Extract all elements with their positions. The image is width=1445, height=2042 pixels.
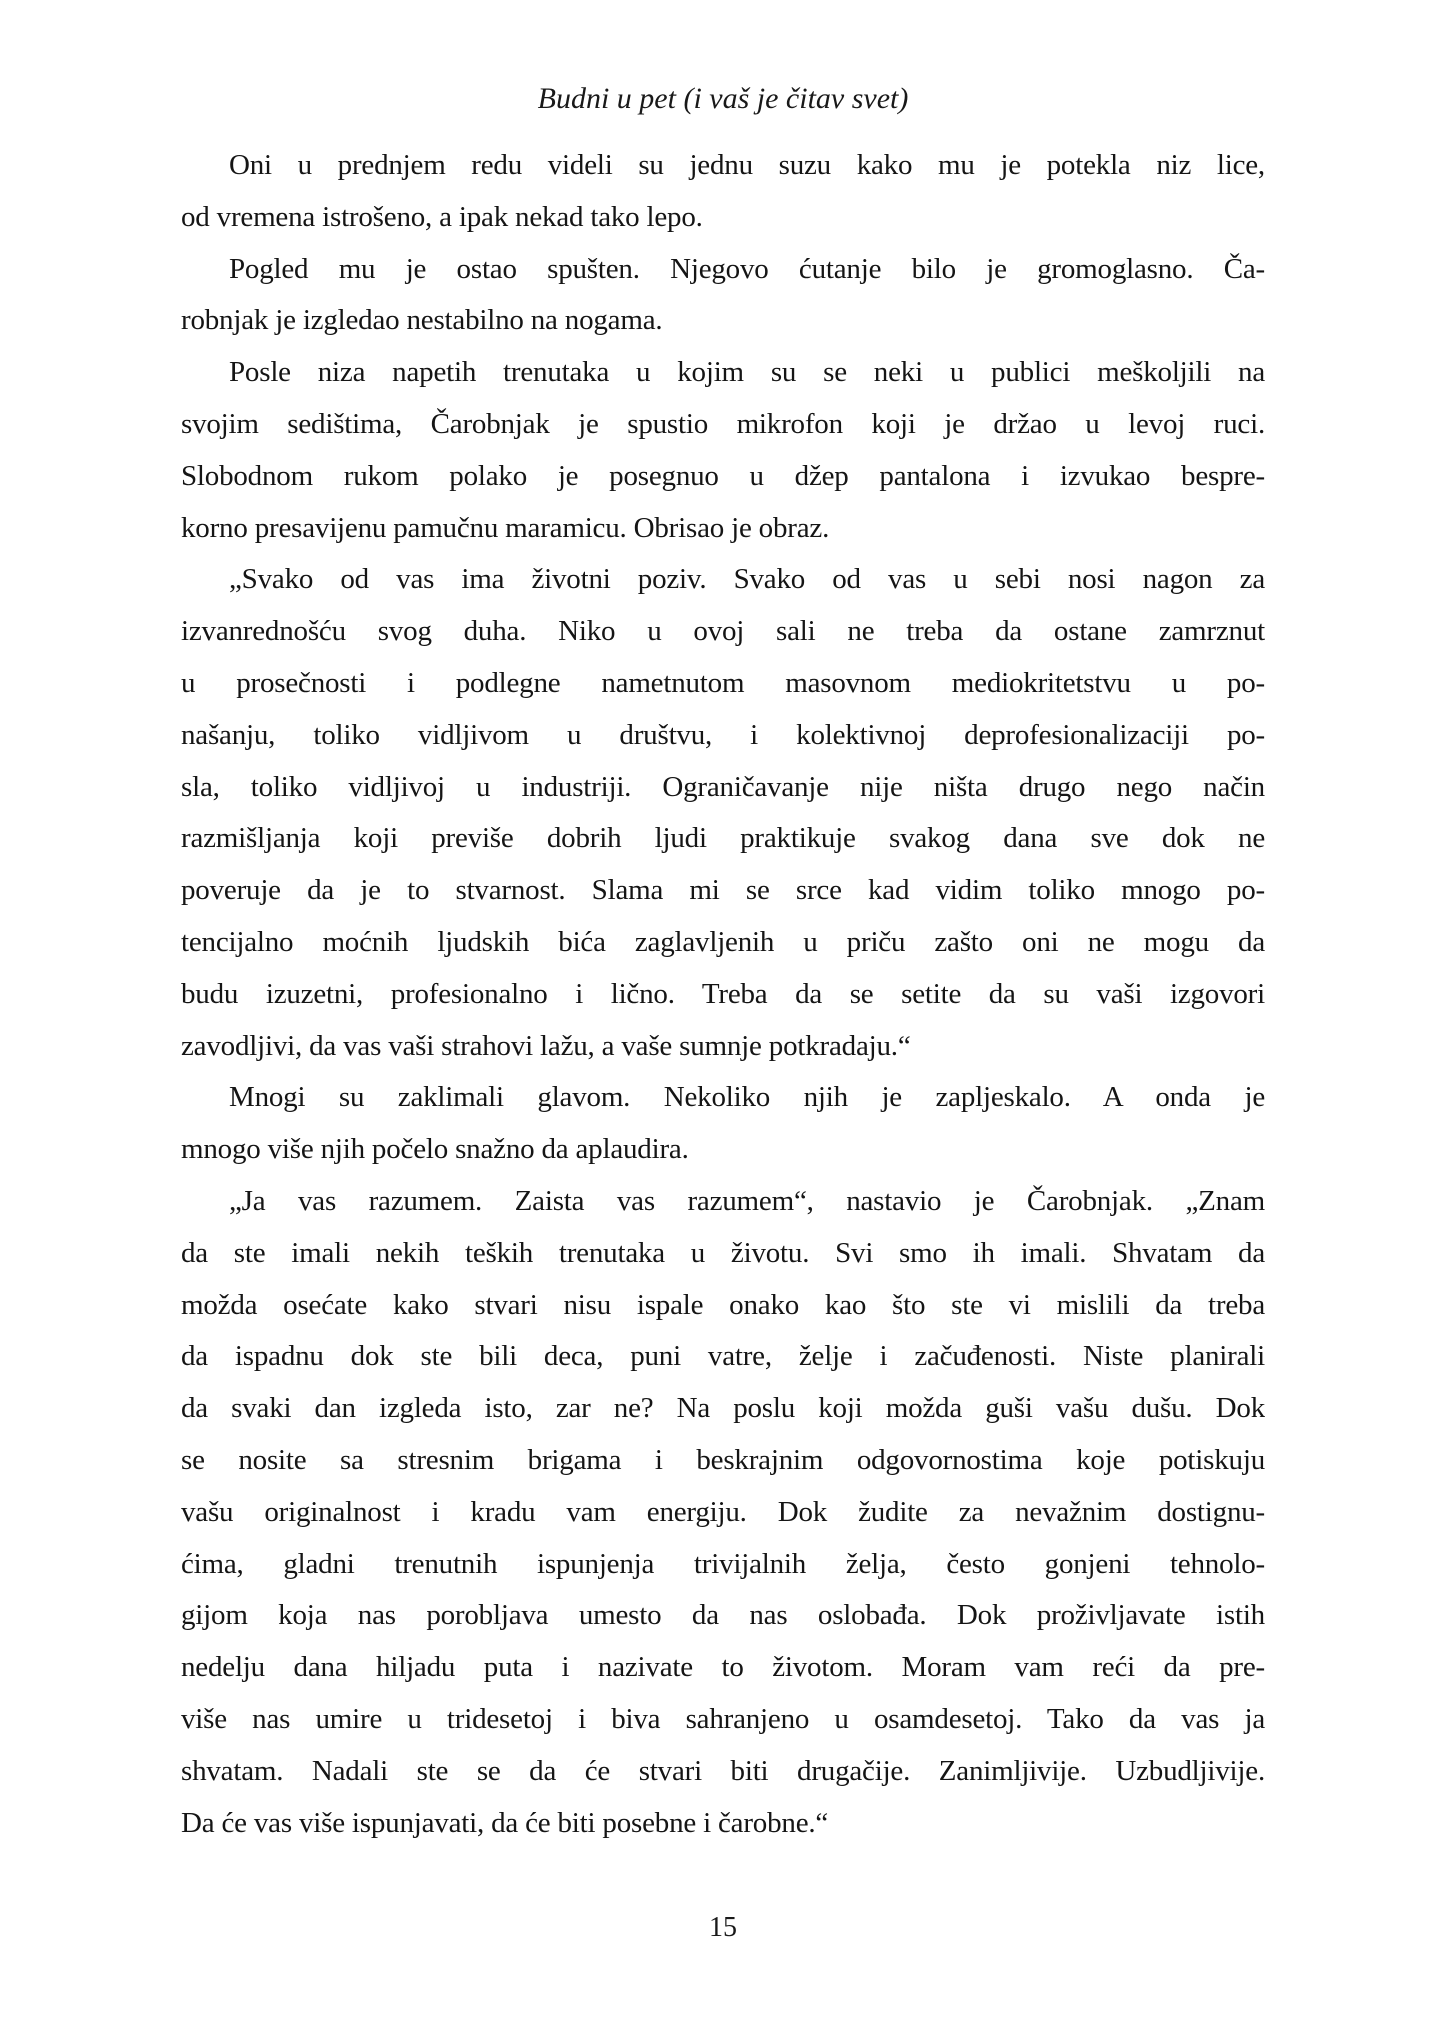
text-line: da ispadnu dok ste bili deca, puni vatre, želje i začuđenosti. Niste planirali [181,1340,1265,1373]
text-line: mnogo više njih počelo snažno da aplaudira. [181,1133,689,1166]
text-line: se nosite sa stresnim brigama i beskrajnim odgovornostima koje potiskuju [181,1443,1265,1476]
text-line: ćima, gladni trenutnih ispunjenja trivijalnih želja, često gonjeni tehnolo- [181,1547,1265,1580]
text-line: Oni u prednjem redu videli su jednu suzu kako mu je potekla niz lice, [229,149,1265,181]
text-line: nedelju dana hiljadu puta i nazivate to životom. Moram vam reći da pre- [181,1651,1265,1684]
text-line: u prosečnosti i podlegne nametnutom masovnom mediokritetstvu u po- [181,666,1265,699]
text-line: svojim sedištima, Čarobnjak je spustio mikrofon koji je držao u levoj ruci. [181,407,1265,440]
text-line: razmišljanja koji previše dobrih ljudi praktikuje svakog dana sve dok ne [181,822,1265,855]
text-line: robnjak je izgledao nestabilno na nogama. [181,304,663,337]
text-line: od vremena istrošeno, a ipak nekad tako lepo. [181,200,703,233]
text-line: Slobodnom rukom polako je posegnuo u džep pantalona i izvukao bespre- [181,459,1265,492]
page-number: 15 [709,1912,737,1943]
text-line: sla, toliko vidljivoj u industriji. Ograničavanje nije ništa drugo nego način [181,770,1265,803]
text-line: „Svako od vas ima životni poziv. Svako od vas u sebi nosi nagon za [229,563,1265,596]
text-line: poveruje da je to stvarnost. Slama mi se srce kad vidim toliko mnogo po- [181,874,1265,907]
text-line: izvanrednošću svog duha. Niko u ovoj sali ne treba da ostane zamrznut [181,615,1265,648]
text-line: Mnogi su zaklimali glavom. Nekoliko njih je zapljeskalo. A onda je [229,1081,1265,1114]
text-line: gijom koja nas porobljava umesto da nas oslobađa. Dok proživljavate istih [181,1599,1265,1632]
text-line: Pogled mu je ostao spušten. Njegovo ćutanje bilo je gromoglasno. Ča- [229,252,1265,285]
text-line: shvatam. Nadali ste se da će stvari biti drugačije. Zanimljivije. Uzbudljivije. [181,1754,1265,1787]
text-line: više nas umire u tridesetoj i biva sahranjeno u osamdesetoj. Tako da vas ja [181,1702,1265,1735]
running-header: Budni u pet (i vaš je čitav svet) [537,82,909,115]
text-line: da ste imali nekih teških trenutaka u životu. Svi smo ih imali. Shvatam da [181,1236,1265,1269]
text-line: tencijalno moćnih ljudskih bića zaglavljenih u priču zašto oni ne mogu da [181,925,1265,958]
text-line: vašu originalnost i kradu vam energiju. Dok žudite za nevažnim dostignu- [181,1495,1265,1528]
text-line: Posle niza napetih trenutaka u kojim su se neki u publici meškoljili na [229,356,1265,389]
text-line: korno presavijenu pamučnu maramicu. Obrisao je obraz. [181,511,830,544]
text-line: Da će vas više ispunjavati, da će biti posebne i čarobne.“ [181,1806,829,1839]
text-block [181,140,1265,1849]
text-line: da svaki dan izgleda isto, zar ne? Na poslu koji možda guši vašu dušu. Dok [181,1392,1265,1425]
text-line: „Ja vas razumem. Zaista vas razumem“, nastavio je Čarobnjak. „Znam [229,1184,1265,1217]
text-line: budu izuzetni, profesionalno i lično. Treba da se setite da su vaši izgovori [181,977,1265,1010]
text-line: možda osećate kako stvari nisu ispale onako kao što ste vi mislili da treba [181,1288,1265,1321]
text-line: zavodljivi, da vas vaši strahovi lažu, a vaše sumnje potkradaju.“ [181,1029,911,1062]
text-line: našanju, toliko vidljivom u društvu, i kolektivnoj deprofesionalizaciji po- [181,718,1265,751]
